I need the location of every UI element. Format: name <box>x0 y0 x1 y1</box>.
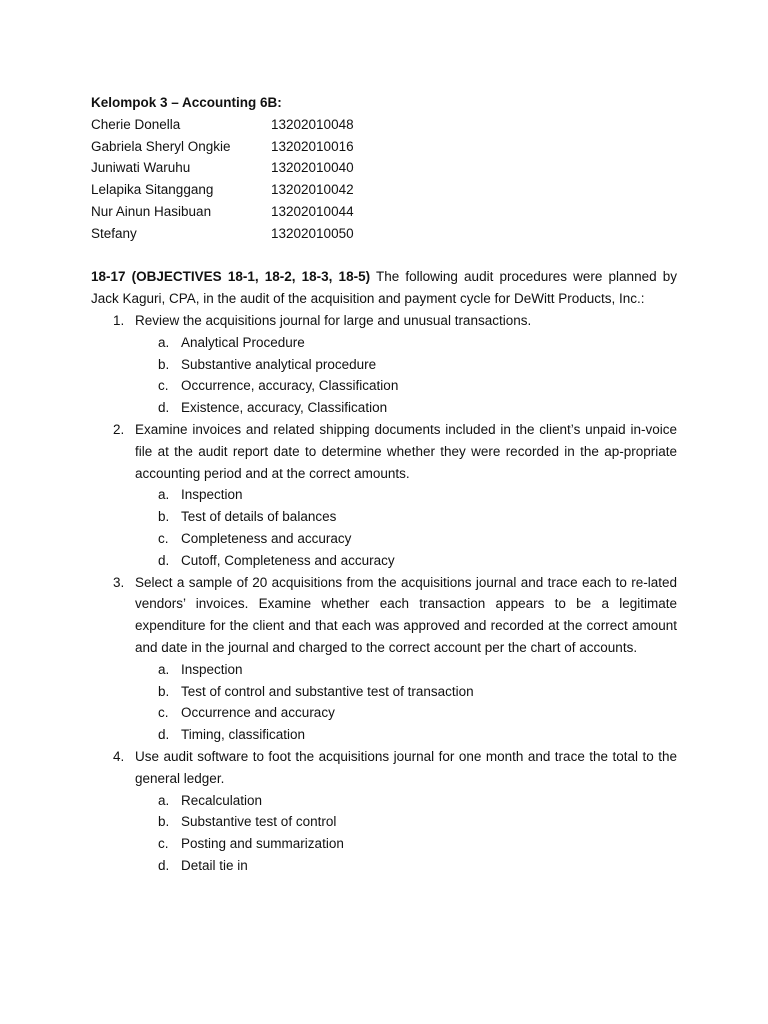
answer-label: c. <box>158 705 169 721</box>
list-item <box>91 310 677 419</box>
item-text: Review the acquisitions journal for large and unusual transactions. <box>135 313 532 328</box>
question-intro <box>91 266 677 310</box>
member-name: Gabriela Sheryl Ongkie <box>91 138 231 154</box>
member-id: 13202010048 <box>271 116 354 132</box>
member-list <box>91 114 691 245</box>
answer-label: d. <box>158 400 170 416</box>
answer-row <box>91 397 677 419</box>
answer-label: d. <box>158 727 170 743</box>
member-name: Cherie Donella <box>91 116 181 132</box>
member-id: 13202010050 <box>271 225 354 241</box>
answer-row <box>91 681 677 703</box>
answer-label: d. <box>158 857 170 873</box>
member-name: Stefany <box>91 225 137 241</box>
answer-text: Occurrence and accuracy <box>181 705 335 721</box>
member-name: Lelapika Sitanggang <box>91 182 214 198</box>
item-text: Select a sample of 20 acquisitions from the acquisitions journal and trace each to re-lated vendors’ invoices. Examine whether each transaction appears to be a legitimate expenditure for the client and that each was approved and recorded at the correct amount and date in the journal and charged to the correct account per the chart of accounts. <box>135 574 677 655</box>
answer-label: d. <box>158 552 170 568</box>
answer-text: Analytical Procedure <box>181 334 305 350</box>
answer-label: b. <box>158 356 170 372</box>
answer-text: Substantive test of control <box>181 814 337 830</box>
answer-text: Detail tie in <box>181 857 248 873</box>
answer-label: a. <box>158 792 170 808</box>
member-id: 13202010040 <box>271 160 354 176</box>
member-id: 13202010016 <box>271 138 354 154</box>
answer-row <box>91 354 677 376</box>
member-row <box>91 223 691 245</box>
answer-label: a. <box>158 487 170 503</box>
answer-text: Test of details of balances <box>181 509 337 525</box>
answer-row <box>91 702 677 724</box>
answer-row <box>91 724 677 746</box>
answer-row <box>91 855 677 877</box>
answer-text: Substantive analytical procedure <box>181 356 377 372</box>
answer-label: b. <box>158 509 170 525</box>
answer-text: Completeness and accuracy <box>181 530 352 546</box>
answer-label: c. <box>158 530 169 546</box>
member-id: 13202010044 <box>271 203 354 219</box>
member-row <box>91 201 691 223</box>
list-item <box>91 572 677 746</box>
answer-row <box>91 811 677 833</box>
answer-text: Posting and summarization <box>181 836 344 852</box>
answer-text: Recalculation <box>181 792 263 808</box>
item-text: Examine invoices and related shipping documents included in the client’s unpaid in-voice file at the audit report date to determine whether they were recorded in the ap-propriate accounting period and at the correct amounts. <box>135 421 677 481</box>
answer-row <box>91 506 677 528</box>
item-number: 1. <box>113 313 125 328</box>
answer-row <box>91 790 677 812</box>
question-number: 18-17 (OBJECTIVES 18-1, 18-2, 18-3, 18-5) <box>91 269 371 284</box>
item-text: Use audit software to foot the acquisitions journal for one month and trace the total to the general ledger. <box>135 748 677 786</box>
answer-row <box>91 833 677 855</box>
group-title: Kelompok 3 – Accounting 6B: <box>91 95 282 110</box>
answer-label: c. <box>158 836 169 852</box>
answer-row <box>91 484 677 506</box>
answer-text: Inspection <box>181 661 243 677</box>
answer-row <box>91 550 677 572</box>
answer-text: Cutoff, Completeness and accuracy <box>181 552 395 568</box>
answer-text: Test of control and substantive test of transaction <box>181 683 474 699</box>
member-row <box>91 179 691 201</box>
member-name: Nur Ainun Hasibuan <box>91 203 212 219</box>
question-text: The following audit procedures were planned by Jack Kaguri, CPA, in the audit of the acquisition and payment cycle for DeWitt Products, Inc.: <box>91 269 677 306</box>
answer-text: Occurrence, accuracy, Classification <box>181 378 399 394</box>
member-row <box>91 114 691 136</box>
answer-label: b. <box>158 814 170 830</box>
list-item <box>91 419 677 572</box>
answer-text: Timing, classification <box>181 727 306 743</box>
member-name: Juniwati Waruhu <box>91 160 191 176</box>
member-id: 13202010042 <box>271 182 354 198</box>
item-number: 2. <box>113 421 125 437</box>
item-number: 4. <box>113 748 125 764</box>
item-number: 3. <box>113 574 125 590</box>
answer-text: Existence, accuracy, Classification <box>181 400 388 416</box>
answer-label: a. <box>158 661 170 677</box>
answer-label: c. <box>158 378 169 394</box>
member-row <box>91 136 691 158</box>
answer-row <box>91 375 677 397</box>
answer-text: Inspection <box>181 487 243 503</box>
question-items <box>91 310 677 877</box>
answer-row <box>91 528 677 550</box>
answer-label: a. <box>158 334 170 350</box>
answer-row <box>91 659 677 681</box>
answer-label: b. <box>158 683 170 699</box>
group-header <box>91 92 691 245</box>
list-item <box>91 746 677 877</box>
member-row <box>91 157 691 179</box>
answer-row <box>91 332 677 354</box>
